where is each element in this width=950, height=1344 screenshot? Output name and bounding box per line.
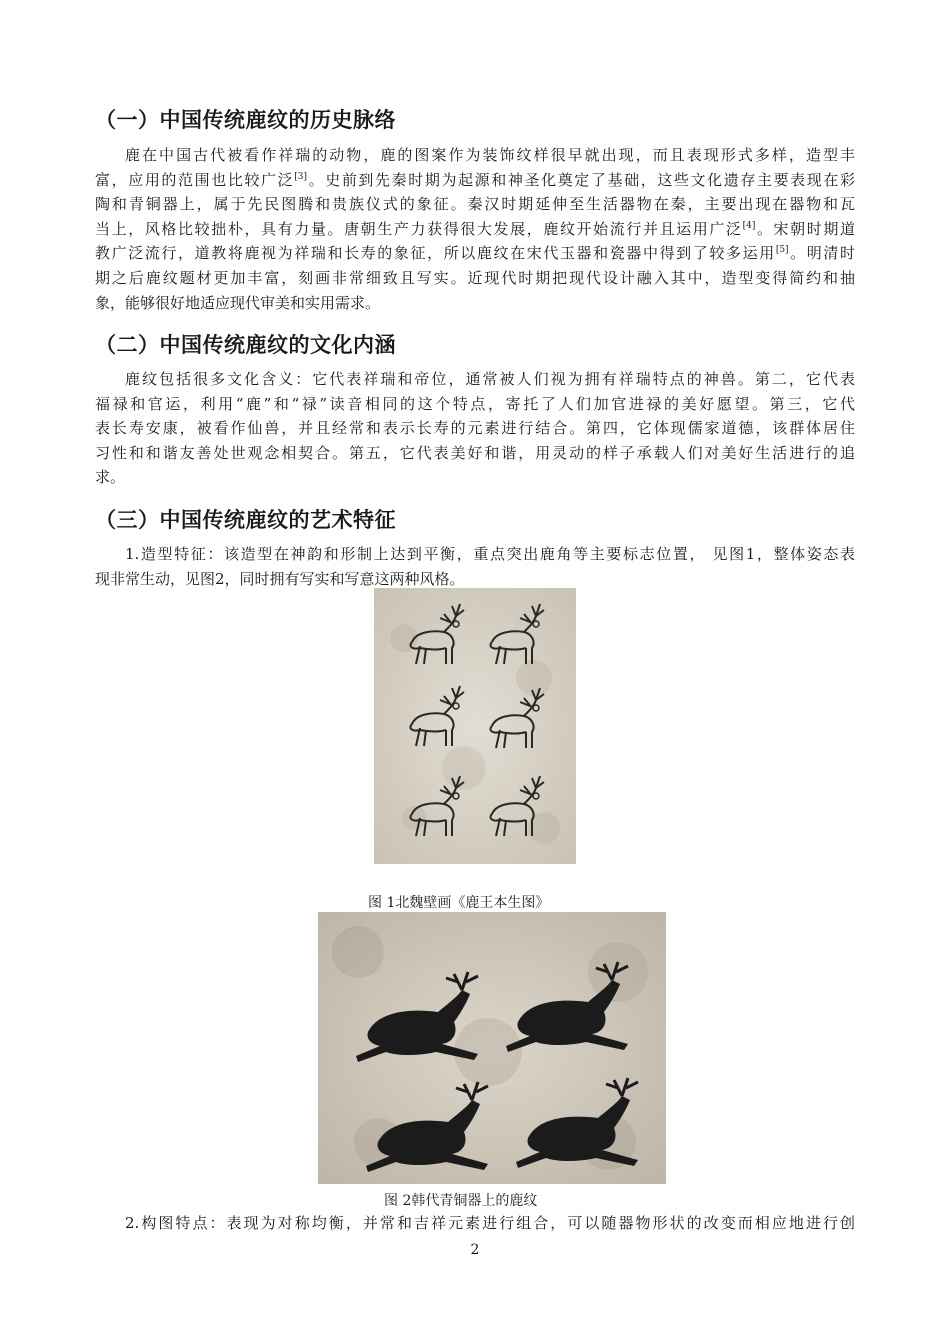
paragraph-line [95,441,855,466]
line-text: 象，能够很好地适应现代审美和实用需求。 [95,293,381,312]
section-paragraph-3 [95,542,855,591]
line-text-continued: 。明清时 [788,244,855,263]
section-paragraph-2 [95,367,855,490]
line-text: 现非常生动，见图2，同时拥有写实和写意这两种风格。 [95,569,465,588]
deer-mural-illustration [374,588,576,864]
figure-1-image [374,588,576,864]
line-text: 鹿纹包括很多文化含义：它代表祥瑞和帝位，通常被人们视为拥有祥瑞特点的神兽。第二，它代表 [125,370,855,388]
bronze-deer-pattern-illustration [318,912,666,1184]
line-text-continued: 。史前到先秦时期为起源和神圣化奠定了基础，这些文化遗存主要表现在彩 [307,170,855,189]
section-heading-2: （二）中国传统鹿纹的文化内涵 [95,333,396,357]
paragraph-line [95,266,855,291]
citation-ref: [4] [742,220,756,231]
paragraph-line [95,416,855,441]
paragraph-line [95,241,855,266]
paragraph-line [95,542,855,567]
paragraph-line [95,367,855,392]
closing-paragraph [95,1211,855,1236]
paragraph-line [95,465,855,490]
line-text: 当上，风格比较拙朴，具有力量。唐朝生产力获得很大发展，鹿纹开始流行并且运用广泛 [95,219,743,238]
paragraph-line [95,168,855,193]
line-text: 鹿在中国古代被看作祥瑞的动物，鹿的图案作为装饰纹样很早就出现，而且表现形式多样，造型丰 [125,146,855,164]
citation-ref: [3] [294,171,308,182]
page-number: 2 [470,1242,480,1258]
citation-ref: [5] [775,245,789,256]
line-text: 期之后鹿纹题材更加丰富，刻画非常细致且写实。近现代时期把现代设计融入其中，造型变得简约和抽 [95,268,855,287]
figure-2-image [318,912,666,1184]
paragraph-line [95,291,855,316]
paragraph-line [95,392,855,417]
line-text: 陶和青铜器上，属于先民图腾和贵族仪式的象征。秦汉时期延伸至生活器物在秦，主要出现在器物和瓦 [95,195,855,214]
paragraph-line [95,192,855,217]
line-text: 福禄和官运，利用“鹿”和“禄”读音相同的这个特点，寄托了人们加官进禄的美好愿望。第三，它代 [95,394,855,413]
line-text: 习性和和谐友善处世观念相契合。第五，它代表美好和谐，用灵动的样子承载人们对美好生活进行的追 [95,443,855,462]
closing-line: 2.构图特点：表现为对称均衡，并常和吉祥元素进行组合，可以随器物形状的改变而相应地进行创 [125,1214,855,1232]
figure-1-caption: 图 1北魏壁画《鹿王本生图》 [368,895,550,911]
paragraph-line [95,217,855,242]
section-heading-1: （一）中国传统鹿纹的历史脉络 [95,108,396,132]
line-text: 教广泛流行，道教将鹿视为祥瑞和长寿的象征，所以鹿纹在宋代玉器和瓷器中得到了较多运用 [95,244,776,263]
paragraph-line [95,143,855,168]
section-heading-3: （三）中国传统鹿纹的艺术特征 [95,508,396,532]
line-text: 1.造型特征：该造型在神韵和形制上达到平衡，重点突出鹿角等主要标志位置， 见图1，整体姿态表 [125,545,855,563]
line-text: 富，应用的范围也比较广泛 [95,170,295,189]
section-paragraph-1 [95,143,855,315]
line-text: 表长寿安康，被看作仙兽，并且经常和表示长寿的元素进行结合。第四，它体现儒家道德，该群体居住 [95,419,855,438]
line-text: 求。 [95,468,126,487]
figure-2-caption: 图 2韩代青铜器上的鹿纹 [384,1193,538,1209]
line-text-continued: 。宋朝时期道 [755,219,855,238]
